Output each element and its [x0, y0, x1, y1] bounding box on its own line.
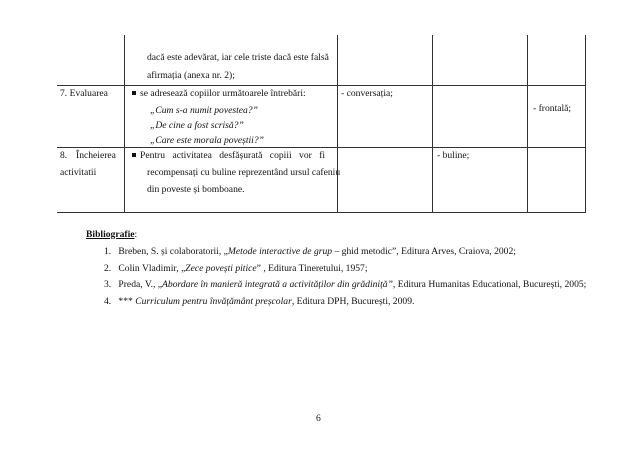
page-number: 6: [316, 413, 321, 424]
row1-content-line2: afirmația (anexa nr. 2);: [147, 70, 235, 81]
row2-stage-label: 7. Evaluarea: [60, 88, 108, 99]
item-number: 1.: [104, 246, 112, 257]
item-title: Curriculum pentru învățământ preșcolar: [135, 296, 292, 307]
table-col-divider-1: [124, 35, 125, 212]
bibliography-title-colon: :: [134, 229, 138, 240]
row2-content-intro: [132, 88, 306, 100]
item-author: ***: [118, 296, 136, 307]
bullet-icon: [132, 153, 136, 157]
item-number: 3.: [104, 279, 112, 290]
table-col-divider-2: [337, 35, 338, 212]
item-author: Colin Vladimir, „: [118, 263, 186, 274]
item-publisher: ” , Editura Tineretului, 1957;: [256, 263, 368, 274]
bibliography-item: [104, 296, 414, 308]
row3-content-line1: [132, 150, 325, 162]
item-title: Zece povești pitice: [185, 263, 257, 274]
row3-resources: - buline;: [437, 150, 470, 161]
table-col-divider-3: [432, 35, 433, 212]
row2-question-2: „De cine a fost scrisă?”: [150, 120, 244, 131]
row3-content-line3: din poveste și bomboane.: [147, 184, 245, 195]
item-number: 4.: [104, 296, 112, 307]
item-publisher: , Editura DPH, București, 2009.: [291, 296, 415, 307]
item-publisher: – ghid metodic”, Editura Arves, Craiova, 2002;: [332, 246, 516, 257]
table-col-divider-4: [527, 35, 528, 212]
row1-content-line1: dacă este adevărat, iar cele triste dacă este falsă: [147, 52, 329, 63]
item-publisher: , Editura Humanitas Educational, București, 2005;: [392, 279, 587, 290]
table-border-row3-top: [57, 147, 586, 148]
item-title: Abordare în manieră integrată a activităților din grădiniță”: [162, 279, 393, 290]
row3-stage-word: Încheierea: [76, 150, 116, 161]
row2-intro-text: se adresează copiilor următoarele întrebări:: [140, 88, 306, 99]
row3-line1-text: Pentru activitatea desfășurată copiii vor fi: [140, 150, 326, 161]
row2-method: - conversația;: [341, 88, 393, 99]
row2-form: - frontală;: [533, 103, 572, 114]
item-number: 2.: [104, 263, 112, 274]
table-border-bottom: [57, 212, 586, 213]
bibliography-item: [104, 263, 368, 275]
bullet-icon: [132, 91, 136, 95]
bibliography-item: [104, 246, 516, 258]
bibliography-item: [104, 279, 586, 291]
item-author: Breben, S. și colaboratorii, „: [118, 246, 228, 257]
row3-stage-number: 8.: [60, 150, 68, 161]
row2-question-3: „Care este morala poveștii?”: [150, 135, 264, 146]
bibliography-heading: [86, 229, 137, 241]
table-right-border: [585, 35, 586, 212]
bibliography-title: Bibliografie: [86, 229, 135, 240]
item-author: Preda, V., „: [118, 279, 163, 290]
item-title: Metode interactive de grup: [227, 246, 333, 257]
row2-question-1: „Cum s-a numit povestea?”: [150, 105, 258, 116]
row3-content-line2: recompensați cu buline reprezentând ursul cafeniu: [147, 167, 341, 178]
row3-stage-word-2: activitatii: [60, 167, 97, 178]
table-border-row2-top: [57, 85, 586, 86]
